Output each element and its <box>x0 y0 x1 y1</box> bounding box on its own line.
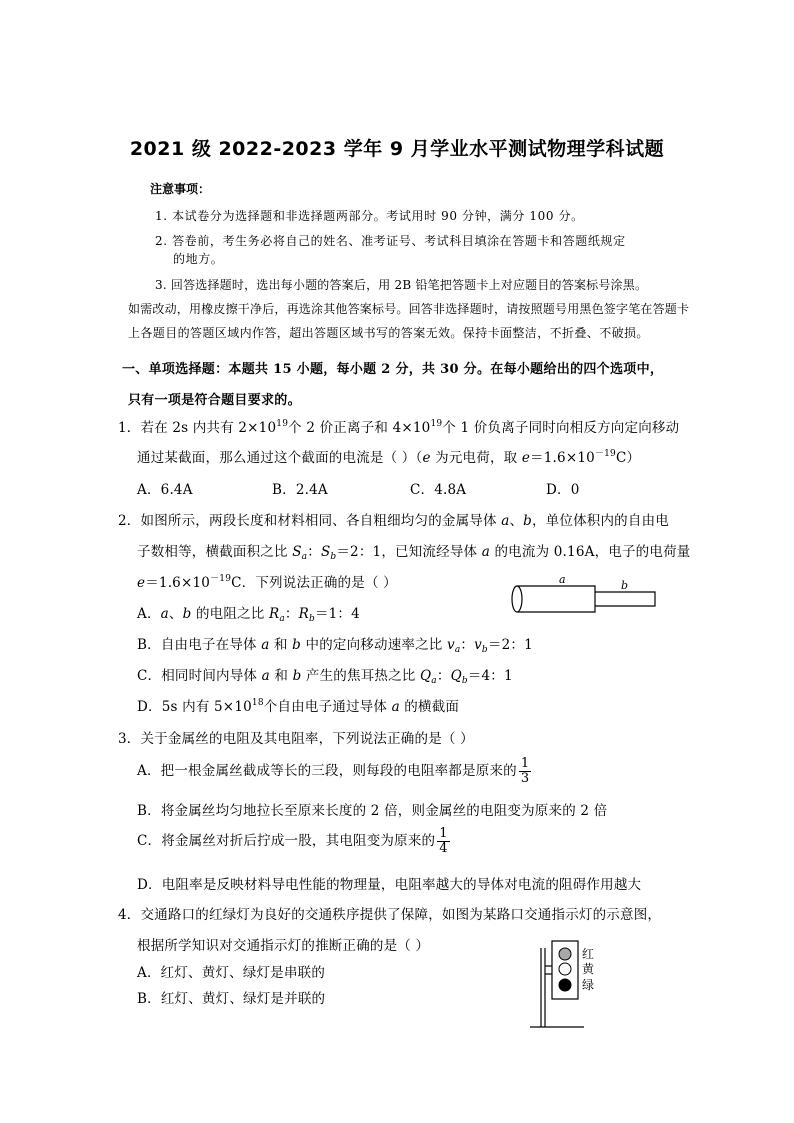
question-1-option-a: A．6.4A <box>137 482 193 498</box>
label-b: b <box>621 579 629 592</box>
question-4-line-2: 根据所学知识对交通指示灯的推断正确的是（ ） <box>137 938 430 954</box>
question-4-line-1: 4．交通路口的红绿灯为良好的交通秩序提供了保障，如图为某路口交通指示灯的示意图， <box>118 907 662 923</box>
notice-item-3-cont2: 上各题目的答题区域内作答，超出答题区域书写的答案无效。保持卡面整洁，不折叠、不破损。 <box>128 326 649 340</box>
question-2-option-c: C．相同时间内导体 a 和 b 产生的焦耳热之比 $Q_a$：$Q_b=4$：1 <box>137 668 513 686</box>
question-2-line-3: $e=1.6\times 10^{-19}C$．下列说法正确的是（ ） <box>137 574 397 591</box>
question-1-line-1: 1．若在 2s 内共有 $2\times 10^{19}$个 2 价正离子和 $4\times 10^{19}$个 1 价负离子同时向相反方向定向移动 <box>118 419 680 436</box>
fraction-one-quarter: $\frac{1}{4}$ <box>439 826 448 856</box>
page-title: 2021 级 2022-2023 学年 9 月学业水平测试物理学科试题 <box>129 138 665 160</box>
conductor-b-body <box>595 592 655 606</box>
section-heading: 一、单项选择题：本题共 15 小题，每小题 2 分，共 30 分。在每小题给出的四个选项中， <box>122 362 664 377</box>
notice-item-1: 1. 本试卷分为选择题和非选择题两部分。考试用时 90 分钟，满分 100 分。 <box>155 209 584 223</box>
conductor-a-body <box>517 586 595 612</box>
question-1-option-c: C．4.8A <box>410 482 467 498</box>
question-3-option-d: D．电阻率是反映材料导电性能的物理量，电阻率越大的导体对电流的阻碍作用越大 <box>137 877 642 893</box>
label-a: a <box>559 574 566 586</box>
question-3-option-b: B．将金属丝均匀地拉长至原来长度的 2 倍，则金属丝的电阻变为原来的 2 倍 <box>137 803 608 819</box>
notice-item-2-cont: 的地方。 <box>173 252 224 266</box>
question-2-line-2: 子数相等，横截面积之比 $S_a$：$S_b=2$：1，已知流经导体 a 的电流为 0.16A，电子的电荷量 <box>137 544 691 562</box>
question-4-option-a: A．红灯、黄灯、绿灯是串联的 <box>137 965 326 981</box>
question-3-option-c: C．将金属丝对折后拧成一股，其电阻变为原来的 $\frac{1}{4}$ <box>137 826 448 856</box>
conductor-a-end <box>512 586 522 612</box>
fraction-one-third: $\frac{1}{3}$ <box>520 756 530 786</box>
question-3-option-a: A．把一根金属丝截成等长的三段，则每段的电阻率都是原来的 $\frac{1}{3}$ <box>137 756 530 786</box>
question-1-line-2: 通过某截面，那么通过这个截面的电流是（ ）（e 为元电荷，取 $e=1.6\times 10^{-19}C$） <box>137 449 641 466</box>
label-green: 绿 <box>582 978 595 992</box>
question-2-option-d: D．5s 内有 $5\times 10^{18}$个自由电子通过导体 a 的横截面 <box>137 698 460 715</box>
label-red: 红 <box>582 947 595 961</box>
question-1-option-d: D．0 <box>546 482 580 498</box>
notice-item-2: 2. 答卷前，考生务必将自己的姓名、准考证号、考试科目填涂在答题卡和答题纸规定 <box>155 234 626 248</box>
question-1-option-b: B．2.4A <box>272 482 328 498</box>
question-2-option-b: B．自由电子在导体 a 和 b 中的定向移动速率之比 $v_a$：$v_b=2$：1 <box>137 637 533 655</box>
red-light <box>559 948 571 960</box>
question-3-stem: 3．关于金属丝的电阻及其电阻率，下列说法正确的是（ ） <box>118 731 474 747</box>
notice-item-3-cont1: 如需改动，用橡皮擦干净后，再选涂其他答案标号。回答非选择题时，请按照题号用黑色签字笔在答题卡 <box>128 302 690 316</box>
question-2-option-a: A．a、b 的电阻之比 $R_a$：$R_b=1$：4 <box>137 606 360 624</box>
yellow-light <box>559 963 571 975</box>
question-2-line-1: 2．如图所示，两段长度和材料相同、各自粗细均匀的金属导体 a、b，单位体积内的自由电 <box>118 513 669 529</box>
green-light <box>559 979 571 991</box>
notice-heading: 注意事项： <box>150 182 211 196</box>
traffic-light-figure <box>528 938 618 1036</box>
section-heading-cont: 只有一项是符合题目要求的。 <box>128 393 301 408</box>
label-yellow: 黄 <box>582 962 595 976</box>
conductor-figure <box>505 574 665 620</box>
notice-item-3: 3. 回答选择题时，选出每小题的答案后，用 2B 铅笔把答题卡上对应题目的答案标号涂黑。 <box>155 278 648 292</box>
question-4-option-b: B．红灯、黄灯、绿灯是并联的 <box>137 991 326 1007</box>
